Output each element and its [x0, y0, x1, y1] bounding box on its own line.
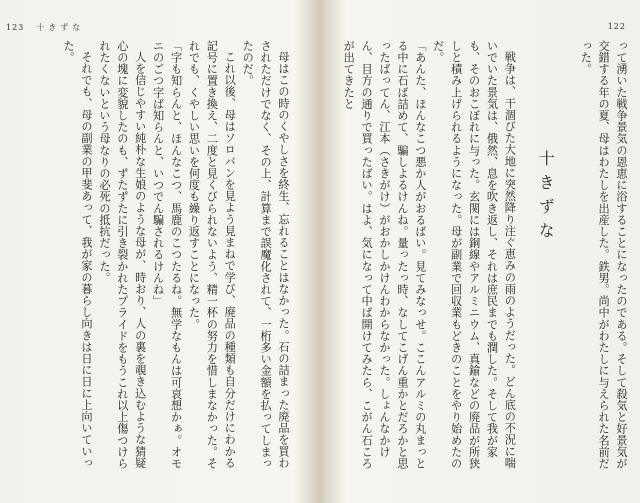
paragraph: それでも、母の副業の甲斐あって、我が家の暮らし向きは日に日に上向いていった。	[62, 40, 94, 469]
left-page-header	[6, 22, 84, 33]
paragraph: これ以後、母はソロバンを見よう見まねで学び、廃品の種類も自分だけにわかる記号に置き換え、二度と見くびられないよう、精一杯の努力を惜しまなかった。それでも、くやしい思いを何度も繰り返すことになった。	[187, 40, 237, 470]
dialogue-paragraph: 「あんた、ほんなこつ悪か人がおるばい。見てみなっせ。ここんアルミの丸まっとる中に石ば詰めて、騙しよるけんね。量ったっ時、なしてこげん重かとだろかと思ったばってん、江本（さきがけ）がおかしかけんわからなかった。しょんなかけん、目方の通りで買ったばい。はよ、気になって中ば開けてみたら、こがん石ころが出てきたと	[342, 40, 427, 470]
page-number-left: 123	[6, 23, 25, 32]
paragraph: 人を信じやすい純朴な生娘のような母が、時おり、人の裏を覗き込むような猜疑心の塊に変貌したのも、ずたずたに引き裂かれたプライドをもうこれ以上傷つけられたくないという母なりの必死の抵抗だった。	[97, 40, 147, 470]
dialogue-paragraph: 「字も知らんと、ほんなこつ、馬鹿のこつたるね。無学なもんは可哀想かぁ。オモニのごつ字ば知らんと、いつでん騙されるけんね」	[151, 40, 183, 470]
right-page	[322, 0, 640, 503]
paragraph-continued: って湧いた戦争景気の恩恵に浴することになったのである。そして殺気と好景気が交錯する年の夏、母はわたしを出産した。鉄男。尚中がわたしに与えられた名前だった。	[579, 40, 628, 470]
left-page-body	[6, 40, 292, 480]
right-page-body	[330, 40, 630, 480]
left-page	[0, 0, 318, 503]
section-title: 十きずな	[536, 150, 556, 246]
page-number-right: 122	[607, 22, 626, 31]
paragraph: 戦争は、干涸びた大地に突然降り注ぐ恵みの雨のようだった。どん底の不況に喘いでいた景気は、俄然、息を吹き返し、それは庶民までも潤した。そして我が家も、そのおこぼれに与った。玄関には銅線やアルミニウム、真鍮などの廃品が所狭しと積み上げられるようになった。母が副業で回収業もどきのことをやり始めたのだ。	[431, 40, 517, 470]
running-head: 十きずな	[36, 23, 85, 32]
right-page-header	[608, 22, 626, 31]
paragraph: 母はこの時のくやしさを終生、忘れることはなかった。石の詰まった廃品を買わされただけでなく、その上、計算まで誤魔化されて、一桁多い金額を払ってしまったのだ。	[241, 40, 290, 470]
